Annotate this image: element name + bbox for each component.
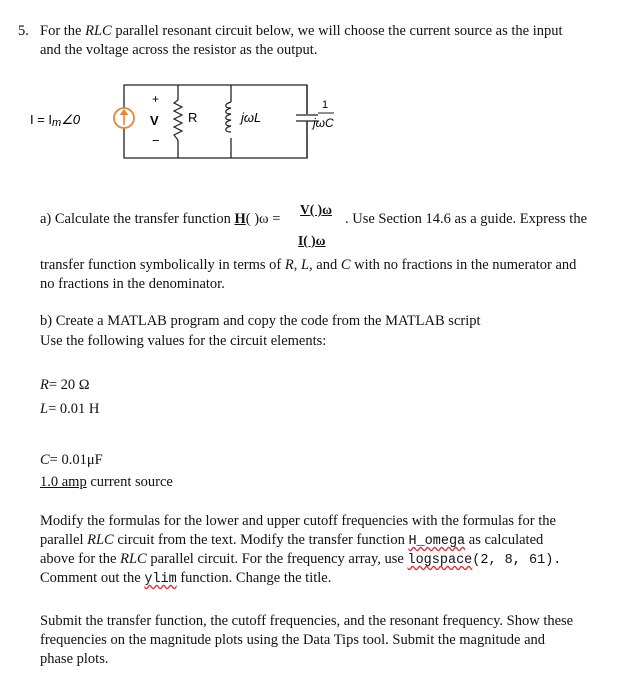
part-a-line1 xyxy=(40,210,280,228)
part-a-after: . Use Section 14.6 as a guide. Express the xyxy=(345,211,588,227)
amp-rest: current source xyxy=(86,474,173,490)
fraction-numerator: V( )ω xyxy=(300,202,332,217)
code-ylim: ylim xyxy=(144,572,177,587)
amp-value: 1.0 amp xyxy=(40,474,87,490)
modify-line4 xyxy=(40,569,331,589)
modify-l2a: parallel xyxy=(40,532,88,548)
value-r-symbol: R xyxy=(40,377,49,393)
value-c-amount: = 0.01μF xyxy=(49,452,103,468)
resistor-label: R xyxy=(188,110,198,125)
intro-text: For the xyxy=(40,23,86,39)
symbol-c: C xyxy=(340,257,351,273)
submit-line1: Submit the transfer function, the cutoff frequencies, and the resonant frequency. Show these xyxy=(40,613,574,629)
transfer-function-arg: ( )ω xyxy=(245,211,269,227)
modify-rlc-2: RLC xyxy=(120,551,147,567)
capacitor-denominator: jωC xyxy=(313,116,334,130)
part-b-line2: Use the following values for the circuit elements: xyxy=(40,333,327,349)
fraction-denominator: I( )ω xyxy=(298,233,326,248)
intro-text-2: parallel resonant circuit below, we will choose the current source as the input xyxy=(111,23,563,39)
code-logspace: logspace xyxy=(407,553,473,568)
value-c xyxy=(40,451,103,469)
value-source xyxy=(40,473,173,491)
modify-l3b: parallel circuit. For the frequency array, use xyxy=(146,551,408,567)
value-r xyxy=(40,376,90,394)
modify-l3a: above for the xyxy=(40,551,121,567)
modify-line2 xyxy=(40,531,543,551)
transfer-function-h: H xyxy=(234,211,246,227)
submit-line3: phase plots. xyxy=(40,651,109,667)
inductor-label: jωL xyxy=(241,110,262,125)
modify-l2b: circuit from the text. Modify the transfer function xyxy=(113,532,409,548)
part-a-line2-text: transfer function symbolically in terms of xyxy=(40,257,285,273)
part-b-line1: b) Create a MATLAB program and copy the code from the MATLAB script xyxy=(40,313,481,329)
modify-rlc: RLC xyxy=(87,532,114,548)
resistor-gap xyxy=(172,100,184,140)
code-logspace-args: (2, 8, 61). xyxy=(472,553,562,568)
modify-l2c: as calculated xyxy=(465,532,544,548)
value-l-amount: = 0.01 H xyxy=(48,401,100,417)
problem-intro-line1 xyxy=(40,22,563,40)
code-h-omega: H_omega xyxy=(408,534,466,549)
part-a-line3: no fractions in the denominator. xyxy=(40,276,225,292)
part-a-line2-rest: with no fractions in the numerator and xyxy=(350,257,577,273)
capacitor-numerator: 1 xyxy=(322,99,329,111)
voltage-label: V xyxy=(150,113,159,128)
comma: , xyxy=(293,257,301,273)
value-r-amount: = 20 Ω xyxy=(48,377,90,393)
source-label: I = Im∠0 xyxy=(30,112,81,129)
value-l-symbol: L xyxy=(40,401,49,417)
value-c-symbol: C xyxy=(40,452,50,468)
modify-l4a: Comment out the xyxy=(40,570,145,586)
submit-line2: frequencies on the magnitude plots using the Data Tips tool. Submit the magnitude and xyxy=(40,632,546,648)
plus-label: + xyxy=(152,92,160,106)
modify-line3 xyxy=(40,550,561,570)
symbol-r: R xyxy=(284,257,294,273)
intro-rlc: RLC xyxy=(85,23,112,39)
value-l xyxy=(40,400,99,418)
modify-line1: Modify the formulas for the lower and upper cutoff frequencies with the formulas for the xyxy=(40,513,556,529)
problem-intro-line2: and the voltage across the resistor as the output. xyxy=(40,42,318,58)
minus-label: − xyxy=(152,133,160,148)
rlc-circuit-diagram xyxy=(0,70,360,180)
modify-l4b: function. Change the title. xyxy=(176,570,332,586)
part-a-line2 xyxy=(40,256,576,274)
equals-sign: = xyxy=(268,211,281,227)
part-a-lead: a) Calculate the transfer function xyxy=(40,211,235,227)
problem-number: 5. xyxy=(18,23,29,39)
symbol-l: L xyxy=(300,257,310,273)
and-text: , and xyxy=(309,257,341,273)
